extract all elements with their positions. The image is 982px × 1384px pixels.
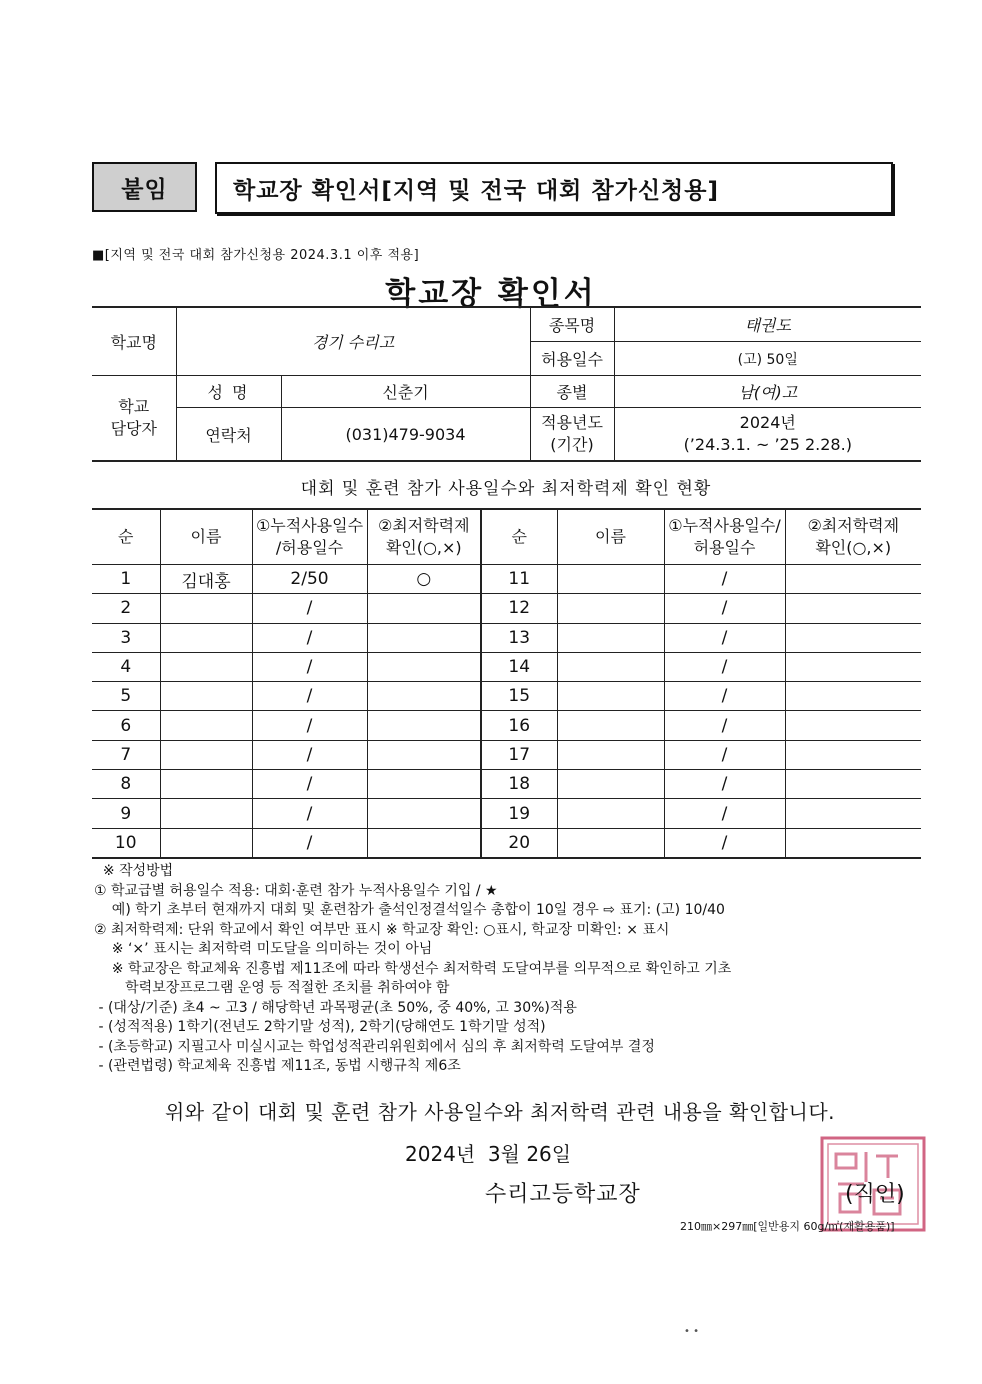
issue-date: 2024년 3월 26일 [405,1142,572,1166]
row-name-2 [557,770,664,799]
row-check-2 [785,623,921,652]
row-name-2 [557,828,664,858]
row-num-2: 17 [481,740,557,769]
table-row [92,799,921,828]
name-label: 성 명 [176,376,281,408]
header-title: 학교장 확인서[지역 및 전국 대회 참가신청용] [215,162,893,214]
row-name [160,594,252,623]
row-num: 9 [92,799,160,828]
row-name [160,799,252,828]
event-value: 태권도 [614,307,921,342]
status-subtitle: 대회 및 훈련 참가 사용일수와 최저학력제 확인 현황 [300,479,712,499]
header-days-2: ①누적사용일수/ 허용일수 [664,509,785,565]
row-days-2: / [664,565,785,594]
row-num: 3 [92,623,160,652]
table-row [92,740,921,769]
staff-label: 학교 담당자 [92,376,176,462]
name-value: 신춘기 [281,376,530,408]
row-check-2 [785,740,921,769]
instruction-line: - (대상/기준) 초4 ~ 고3 / 해당학년 과목평균(초 50%, 중 40%, 고 30%)적용 [94,999,577,1016]
instruction-line: ① 학교급별 허용일수 적용: 대회·훈련 참가 누적사용일수 기입 / ★ [94,882,498,899]
allowed-days-value: (고) 50일 [614,342,921,376]
row-name [160,828,252,858]
row-name-2 [557,652,664,681]
instruction-line: ※ 작성방법 [94,863,174,879]
row-name-2 [557,711,664,740]
row-days-2: / [664,623,785,652]
instruction-line: - (성적적용) 1학기(전년도 2학기말 성적), 2학기(당해연도 1학기말 성적) [94,1019,546,1035]
row-days: / [252,623,367,652]
contact-value: (031)479-9034 [281,408,530,462]
row-check: ○ [367,565,481,594]
row-num: 6 [92,711,160,740]
row-check [367,740,481,769]
row-name-2 [557,682,664,711]
instruction-line: - (초등학교) 지필고사 미실시교는 학업성적관리위원회에서 심의 후 최저학력 도달여부 결정 [94,1038,655,1055]
attachment-label: 붙임 [92,162,197,212]
row-check-2 [785,682,921,711]
row-days: / [252,594,367,623]
header-check-2: ②최저학력제 확인(○,×) [785,509,921,565]
row-check-2 [785,594,921,623]
instruction-line: 예) 학기 초부터 현재까지 대회 및 훈련참가 출석인정결석일수 총합이 10일 경우 ⇨ 표기: (고) 10/40 [94,902,725,918]
row-check [367,828,481,858]
row-name [160,652,252,681]
row-check [367,770,481,799]
row-days: / [252,828,367,858]
row-num-2: 16 [481,711,557,740]
student-table [92,508,921,859]
table-row [92,652,921,681]
header-check: ②최저학력제 확인(○,×) [367,509,481,565]
row-name [160,770,252,799]
confirmation-statement: 위와 같이 대회 및 훈련 참가 사용일수와 최저학력 관련 내용을 확인합니다. [164,1100,836,1124]
instruction-line: ② 최저학력제: 단위 학교에서 확인 여부만 표시 ※ 학교장 확인: ○표시, 학교장 미확인: × 표시 [94,921,670,938]
row-num-2: 20 [481,828,557,858]
header-name-2: 이름 [557,509,664,565]
row-name-2 [557,799,664,828]
gender-label: 종별 [530,376,614,408]
row-name-2 [557,594,664,623]
instruction-line: 학력보장프로그램 운영 등 적절한 조치를 취하여야 함 [94,980,450,996]
row-check-2 [785,828,921,858]
instruction-line: - (관련법령) 학교체육 진흥법 제11조, 동법 시행규칙 제6조 [94,1058,461,1074]
row-days: / [252,770,367,799]
row-days: 2/50 [252,565,367,594]
row-num-2: 18 [481,770,557,799]
table-row [92,594,921,623]
row-check [367,799,481,828]
row-check-2 [785,711,921,740]
row-check-2 [785,770,921,799]
row-days-2: / [664,594,785,623]
contact-label: 연락처 [176,408,281,462]
allowed-days-label: 허용일수 [530,342,614,376]
seal-label: (직인) [845,1182,905,1207]
row-num-2: 12 [481,594,557,623]
year-value: 2024년 [739,413,796,432]
scan-dots: • • [684,1326,699,1337]
row-days-2: / [664,652,785,681]
row-days: / [252,799,367,828]
row-name-2 [557,565,664,594]
gender-value: 남(여)고 [614,376,921,408]
table-row [92,828,921,858]
row-check [367,711,481,740]
principal-name: 수리고등학교장 [485,1182,641,1207]
header-name: 이름 [160,509,252,565]
info-table [92,306,921,462]
year-label: 적용년도 (기간) [530,408,614,462]
event-label: 종목명 [530,307,614,342]
row-check [367,682,481,711]
row-num-2: 11 [481,565,557,594]
row-name [160,682,252,711]
row-check [367,594,481,623]
document-title: 학교장 확인서 [385,276,597,312]
instruction-line: ※ ‘×’ 표시는 최저학력 미도달을 의미하는 것이 아님 [94,941,433,957]
student-rows [92,565,921,858]
row-days-2: / [664,682,785,711]
paper-spec: 210㎜×297㎜[일반용지 60g/㎡(재활용품)] [680,1220,895,1233]
row-name [160,711,252,740]
application-note: ■[지역 및 전국 대회 참가신청용 2024.3.1 이후 적용] [92,248,420,263]
row-num: 2 [92,594,160,623]
school-label: 학교명 [92,307,176,376]
table-row [92,711,921,740]
row-name-2 [557,740,664,769]
row-days-2: / [664,799,785,828]
row-days: / [252,711,367,740]
instruction-line: ※ 학교장은 학교체육 진흥법 제11조에 따라 학생선수 최저학력 도달여부를 의무적으로 확인하고 기초 [94,960,732,977]
row-num: 1 [92,565,160,594]
table-row [92,623,921,652]
row-num: 7 [92,740,160,769]
header-num-2: 순 [481,509,557,565]
row-num: 8 [92,770,160,799]
header-days: ①누적사용일수 /허용일수 [252,509,367,565]
row-num-2: 13 [481,623,557,652]
row-days-2: / [664,740,785,769]
row-check [367,652,481,681]
period-value: (’24.3.1. ~ ’25 2.28.) [683,435,852,454]
row-num-2: 19 [481,799,557,828]
row-num-2: 14 [481,652,557,681]
row-days-2: / [664,828,785,858]
row-name-2 [557,623,664,652]
year-cell [614,408,921,462]
table-row [92,770,921,799]
row-days: / [252,740,367,769]
row-num: 5 [92,682,160,711]
writing-instructions [94,862,954,1077]
header-num: 순 [92,509,160,565]
row-name [160,740,252,769]
table-row [92,565,921,594]
row-num: 4 [92,652,160,681]
row-days-2: / [664,711,785,740]
row-name [160,623,252,652]
row-check-2 [785,565,921,594]
school-value: 경기 수리고 [176,307,530,376]
row-name: 김대홍 [160,565,252,594]
row-check-2 [785,652,921,681]
row-num: 10 [92,828,160,858]
row-num-2: 15 [481,682,557,711]
row-days: / [252,652,367,681]
row-days: / [252,682,367,711]
table-row [92,682,921,711]
row-check-2 [785,799,921,828]
row-days-2: / [664,770,785,799]
row-check [367,623,481,652]
